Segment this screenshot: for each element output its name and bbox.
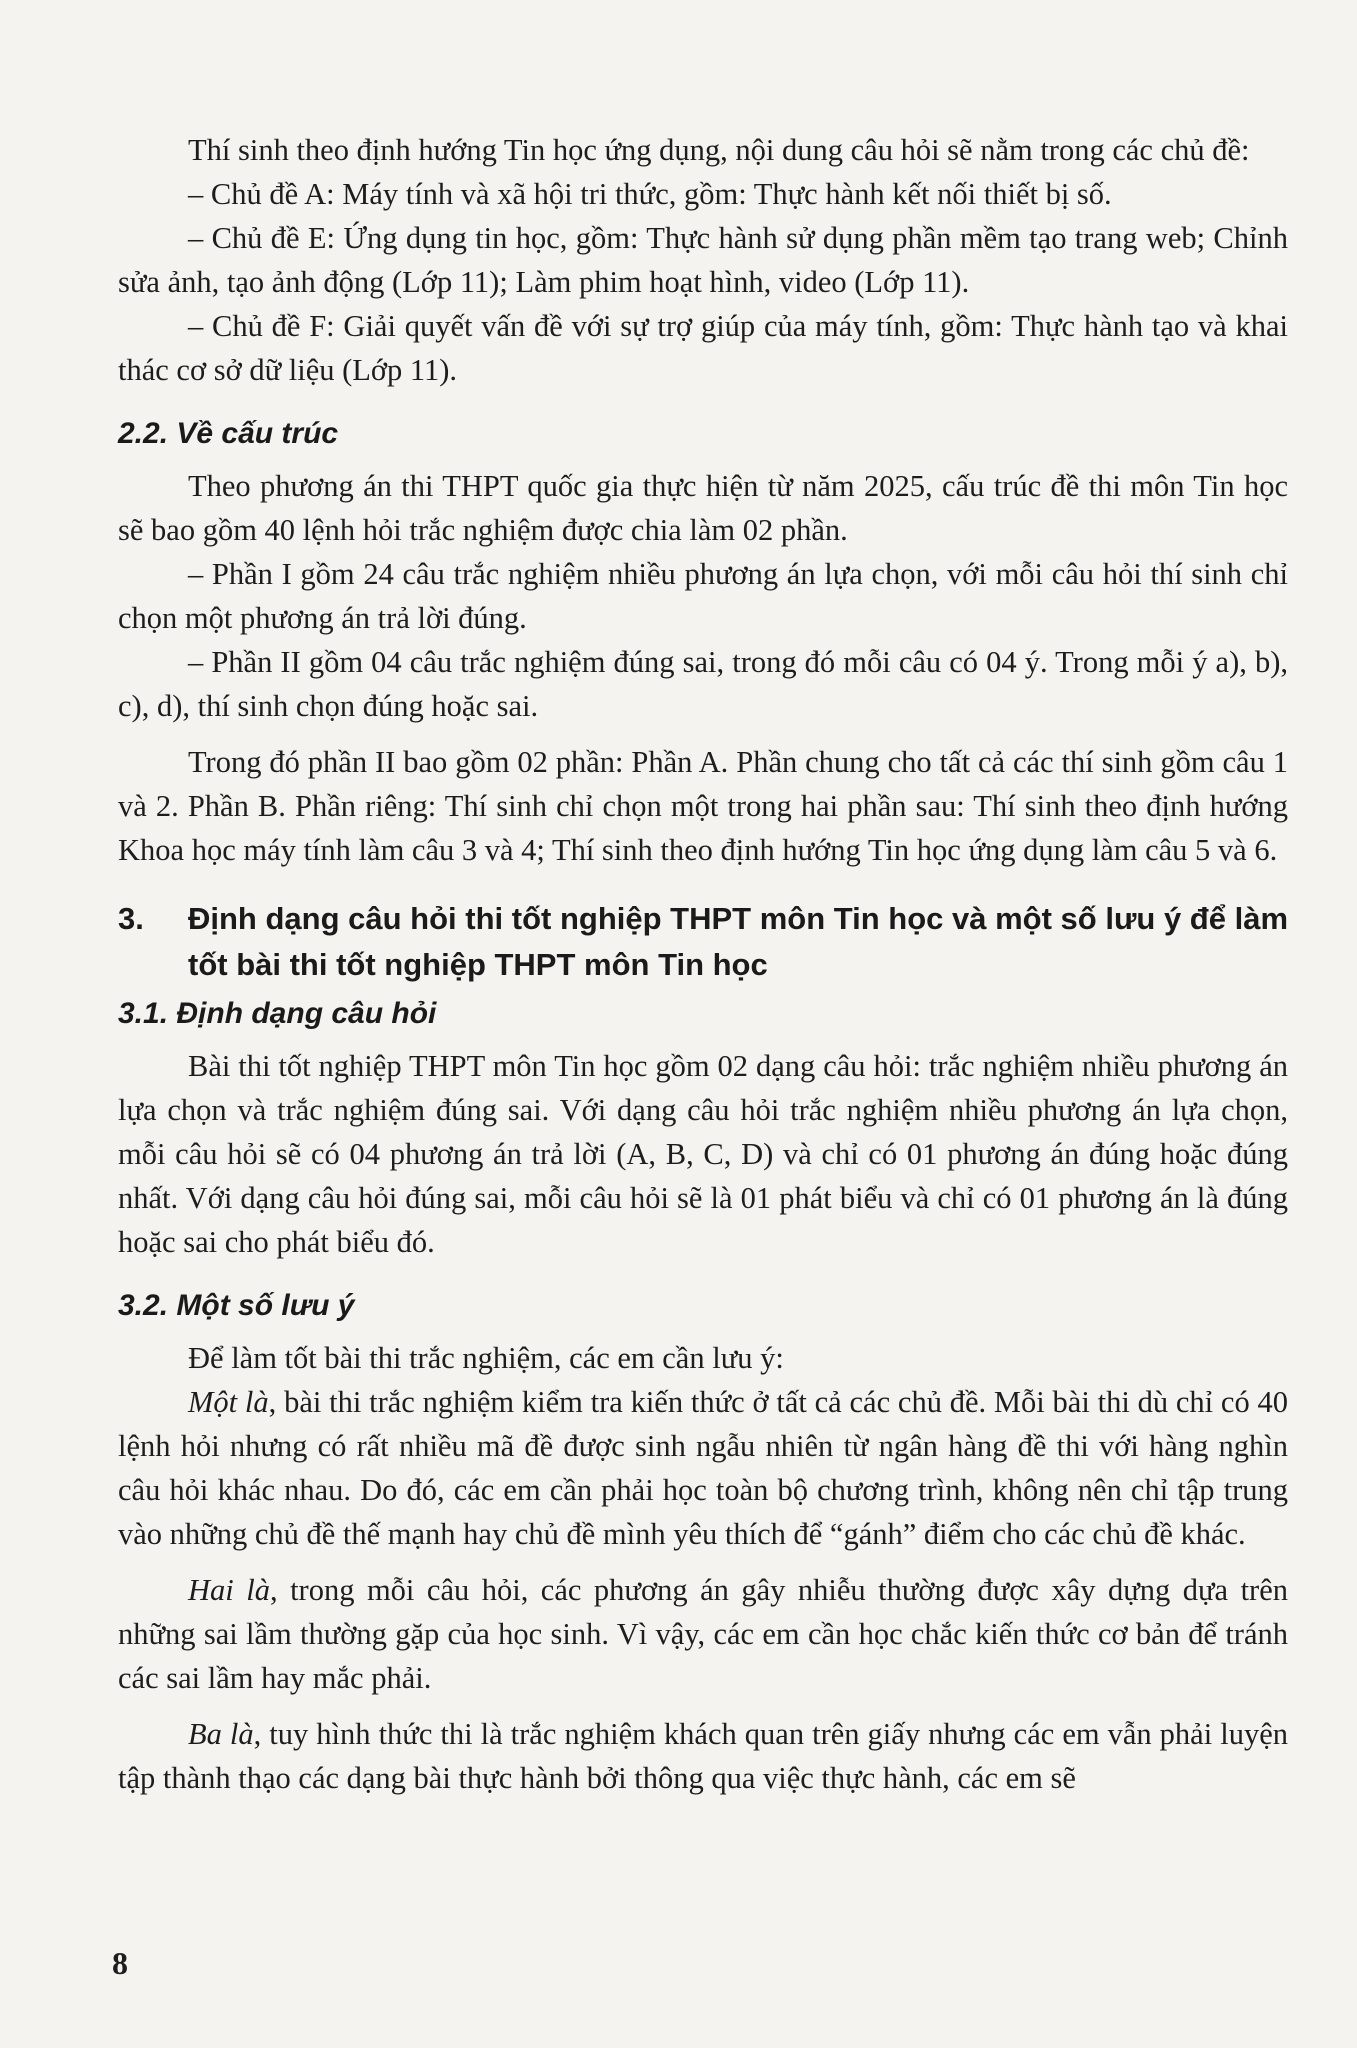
- section-3-1-heading: 3.1. Định dạng câu hỏi: [118, 997, 437, 1030]
- topic-a-item: – Chủ đề A: Máy tính và xã hội tri thức, gồm: Thực hành kết nối thiết bị số.: [188, 177, 1112, 211]
- part-1-item: – Phần I gồm 24 câu trắc nghiệm nhiều phương án lựa chọn, với mỗi câu hỏi thí sinh chỉ chọn một phương án trả lời đúng.: [118, 557, 1288, 635]
- part-2-item: – Phần II gồm 04 câu trắc nghiệm đúng sai, trong đó mỗi câu có 04 ý. Trong mỗi ý a), b), c), d), thí sinh chọn đúng hoặc sai.: [118, 645, 1288, 723]
- note-one-text: , bài thi trắc nghiệm kiểm tra kiến thức ở tất cả các chủ đề. Mỗi bài thi dù chỉ có 40 lệnh hỏi nhưng có rất nhiều mã đề được sinh ngẫu nhiên từ ngân hàng đề thi với hàng nghìn câu hỏi khác nhau. Do đó, các em cần phải học toàn bộ chương trình, không nên chỉ tập trung vào những chủ đề thế mạnh hay chủ đề mình yêu thích để “gánh” điểm cho các chủ đề khác.: [118, 1385, 1288, 1551]
- page-content: [118, 128, 1288, 1800]
- page-number: 8: [112, 1945, 128, 1981]
- note-one-lead: Một là: [188, 1385, 269, 1419]
- note-three-text: , tuy hình thức thi là trắc nghiệm khách quan trên giấy nhưng các em vẫn phải luyện tập thành thạo các dạng bài thực hành bởi thông qua việc thực hành, các em sẽ: [118, 1717, 1288, 1795]
- note-two-text: , trong mỗi câu hỏi, các phương án gây nhiễu thường được xây dựng dựa trên những sai lầm thường gặp của học sinh. Vì vậy, các em cần học chắc kiến thức cơ bản để tránh các sai lầm hay mắc phải.: [118, 1573, 1288, 1695]
- part-2-detail-paragraph: Trong đó phần II bao gồm 02 phần: Phần A. Phần chung cho tất cả các thí sinh gồm câu 1 và 2. Phần B. Phần riêng: Thí sinh chỉ chọn một trong hai phần sau: Thí sinh theo định hướng Khoa học máy tính làm câu 3 và 4; Thí sinh theo định hướng Tin học ứng dụng làm câu 5 và 6.: [118, 745, 1288, 867]
- topic-e-item: – Chủ đề E: Ứng dụng tin học, gồm: Thực hành sử dụng phần mềm tạo trang web; Chỉnh sửa ảnh, tạo ảnh động (Lớp 11); Làm phim hoạt hình, video (Lớp 11).: [118, 221, 1288, 299]
- intro-paragraph: Thí sinh theo định hướng Tin học ứng dụng, nội dung câu hỏi sẽ nằm trong các chủ đề:: [188, 133, 1250, 167]
- section-2-2-heading: 2.2. Về cấu trúc: [118, 417, 339, 450]
- note-three-lead: Ba là: [188, 1717, 254, 1751]
- note-three-paragraph: [118, 1712, 1288, 1800]
- note-two-lead: Hai là: [188, 1573, 270, 1607]
- notes-intro: Để làm tốt bài thi trắc nghiệm, các em cần lưu ý:: [188, 1341, 784, 1375]
- structure-paragraph: Theo phương án thi THPT quốc gia thực hiện từ năm 2025, cấu trúc đề thi môn Tin học sẽ bao gồm 40 lệnh hỏi trắc nghiệm được chia làm 02 phần.: [118, 469, 1288, 547]
- question-format-paragraph: Bài thi tốt nghiệp THPT môn Tin học gồm 02 dạng câu hỏi: trắc nghiệm nhiều phương án lựa chọn và trắc nghiệm đúng sai. Với dạng câu hỏi trắc nghiệm nhiều phương án lựa chọn, mỗi câu hỏi sẽ có 04 phương án trả lời (A, B, C, D) và chỉ có 01 phương án đúng hoặc đúng nhất. Với dạng câu hỏi đúng sai, mỗi câu hỏi sẽ là 01 phát biểu và chỉ có 01 phương án là đúng hoặc sai cho phát biểu đó.: [118, 1049, 1288, 1259]
- section-3-number: 3.: [118, 901, 144, 936]
- topic-f-item: – Chủ đề F: Giải quyết vấn đề với sự trợ giúp của máy tính, gồm: Thực hành tạo và khai thác cơ sở dữ liệu (Lớp 11).: [118, 309, 1288, 387]
- section-3-heading: [118, 896, 1288, 988]
- note-two-paragraph: [118, 1568, 1288, 1700]
- section-3-2-heading: 3.2. Một số lưu ý: [118, 1289, 355, 1322]
- note-one-paragraph: [118, 1380, 1288, 1556]
- section-3-title: Định dạng câu hỏi thi tốt nghiệp THPT môn Tin học và một số lưu ý để làm tốt bài thi tốt nghiệp THPT môn Tin học: [188, 901, 1289, 982]
